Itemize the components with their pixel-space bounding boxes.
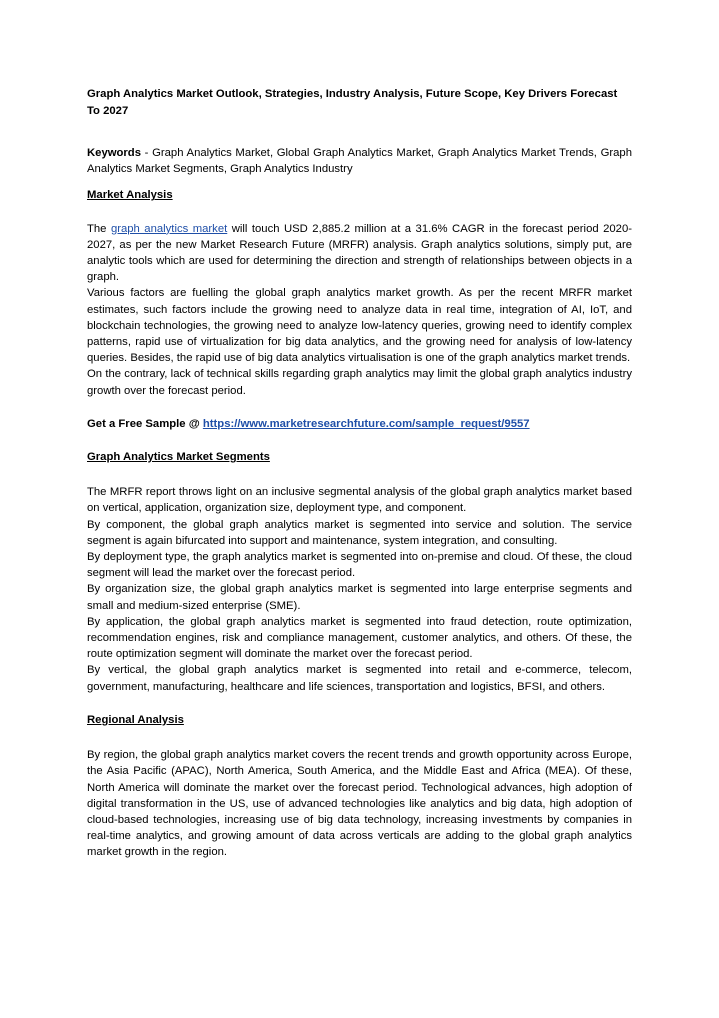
keywords-text: - Graph Analytics Market, Global Graph Analytics Market, Graph Analytics Market Trends, Graph Analytics Market Segments, Graph Analytics Industry (87, 147, 632, 176)
regional-analysis-paragraph: By region, the global graph analytics market covers the recent trends and growth opportunity across Europe, the Asia Pacific (APAC), North America, South America, and the Middle East and Africa (MEA). Of these, North America will dominate the market over the forecast period. Technological advances, high adoption of digital transformation in the US, use of advanced technologies like analytics and big data, high adoption of cloud-based technologies, increasing use of big data technology, increasing investments by companies in real-time analytics, and growing amount of data across verticals are adding to the global graph analytics market growth in the region. (87, 749, 632, 859)
document-title: Graph Analytics Market Outlook, Strategies, Industry Analysis, Future Scope, Key Drivers Forecast To 2027 (87, 88, 618, 117)
segments-paragraph: By component, the global graph analytics market is segmented into service and solution. The service segment is again bifurcated into support and maintenance, system integration, and consulting. (87, 518, 632, 547)
graph-analytics-market-link[interactable]: graph analytics market (110, 222, 228, 235)
segments-paragraph: By deployment type, the graph analytics market is segmented into on-premise and cloud. Of these, the cloud segment will lead the market over the forecast period. (87, 551, 632, 580)
free-sample-line (87, 416, 632, 432)
segments-paragraph: The MRFR report throws light on an inclusive segmental analysis of the global graph analytics market based on vertical, application, organization size, deployment type, and component. (87, 486, 632, 515)
segments-heading: Graph Analytics Market Segments (87, 451, 270, 464)
segments-paragraph: By organization size, the global graph analytics market is segmented into large enterprise segments and small and medium-sized enterprise (SME). (87, 583, 632, 612)
segments-paragraph: By application, the global graph analytics market is segmented into fraud detection, route optimization, recommendation engines, risk and compliance management, customer analytics, and others. Of these, the route optimization segment will dominate the market over the forecast period. (87, 615, 632, 661)
regional-analysis-heading: Regional Analysis (87, 713, 184, 726)
market-analysis-heading: Market Analysis (87, 189, 173, 202)
market-analysis-intro (87, 221, 632, 286)
market-analysis-paragraph-2: Various factors are fuelling the global graph analytics market growth. As per the recent MRFR market estimates, such factors include the growing need to analyze data in real time, integration of AI, IoT, and blockchain technologies, the growing need to analyze low-latency queries, growing need to identify complex patterns, rapid use of virtualization for big data analytics, and the growing need for analysis of low-latency queries. Besides, the rapid use of big data analytics virtualisation is one of the graph analytics market trends. (87, 287, 632, 365)
intro-rest: will touch USD 2,885.2 million at a 31.6% CAGR in the forecast period 2020-2027, as per the new Market Research Future (MRFR) analysis. Graph analytics solutions, simply put, are analytic tools which are used for determining the direction and strength of relationships between objects in a graph. (87, 222, 632, 284)
intro-prefix: The (87, 222, 111, 235)
market-analysis-paragraph-3: On the contrary, lack of technical skills regarding graph analytics may limit the global graph analytics industry growth over the forecast period. (87, 368, 632, 397)
keywords-line (87, 145, 632, 177)
segments-paragraph: By vertical, the global graph analytics market is segmented into retail and e-commerce, telecom, government, manufacturing, healthcare and life sciences, transportation and logistics, BFSI, and others. (87, 664, 632, 693)
keywords-label: Keywords (87, 147, 141, 159)
free-sample-label: Get a Free Sample @ (87, 417, 203, 430)
sample-request-link[interactable]: https://www.marketresearchfuture.com/sample_request/9557 (202, 417, 530, 430)
